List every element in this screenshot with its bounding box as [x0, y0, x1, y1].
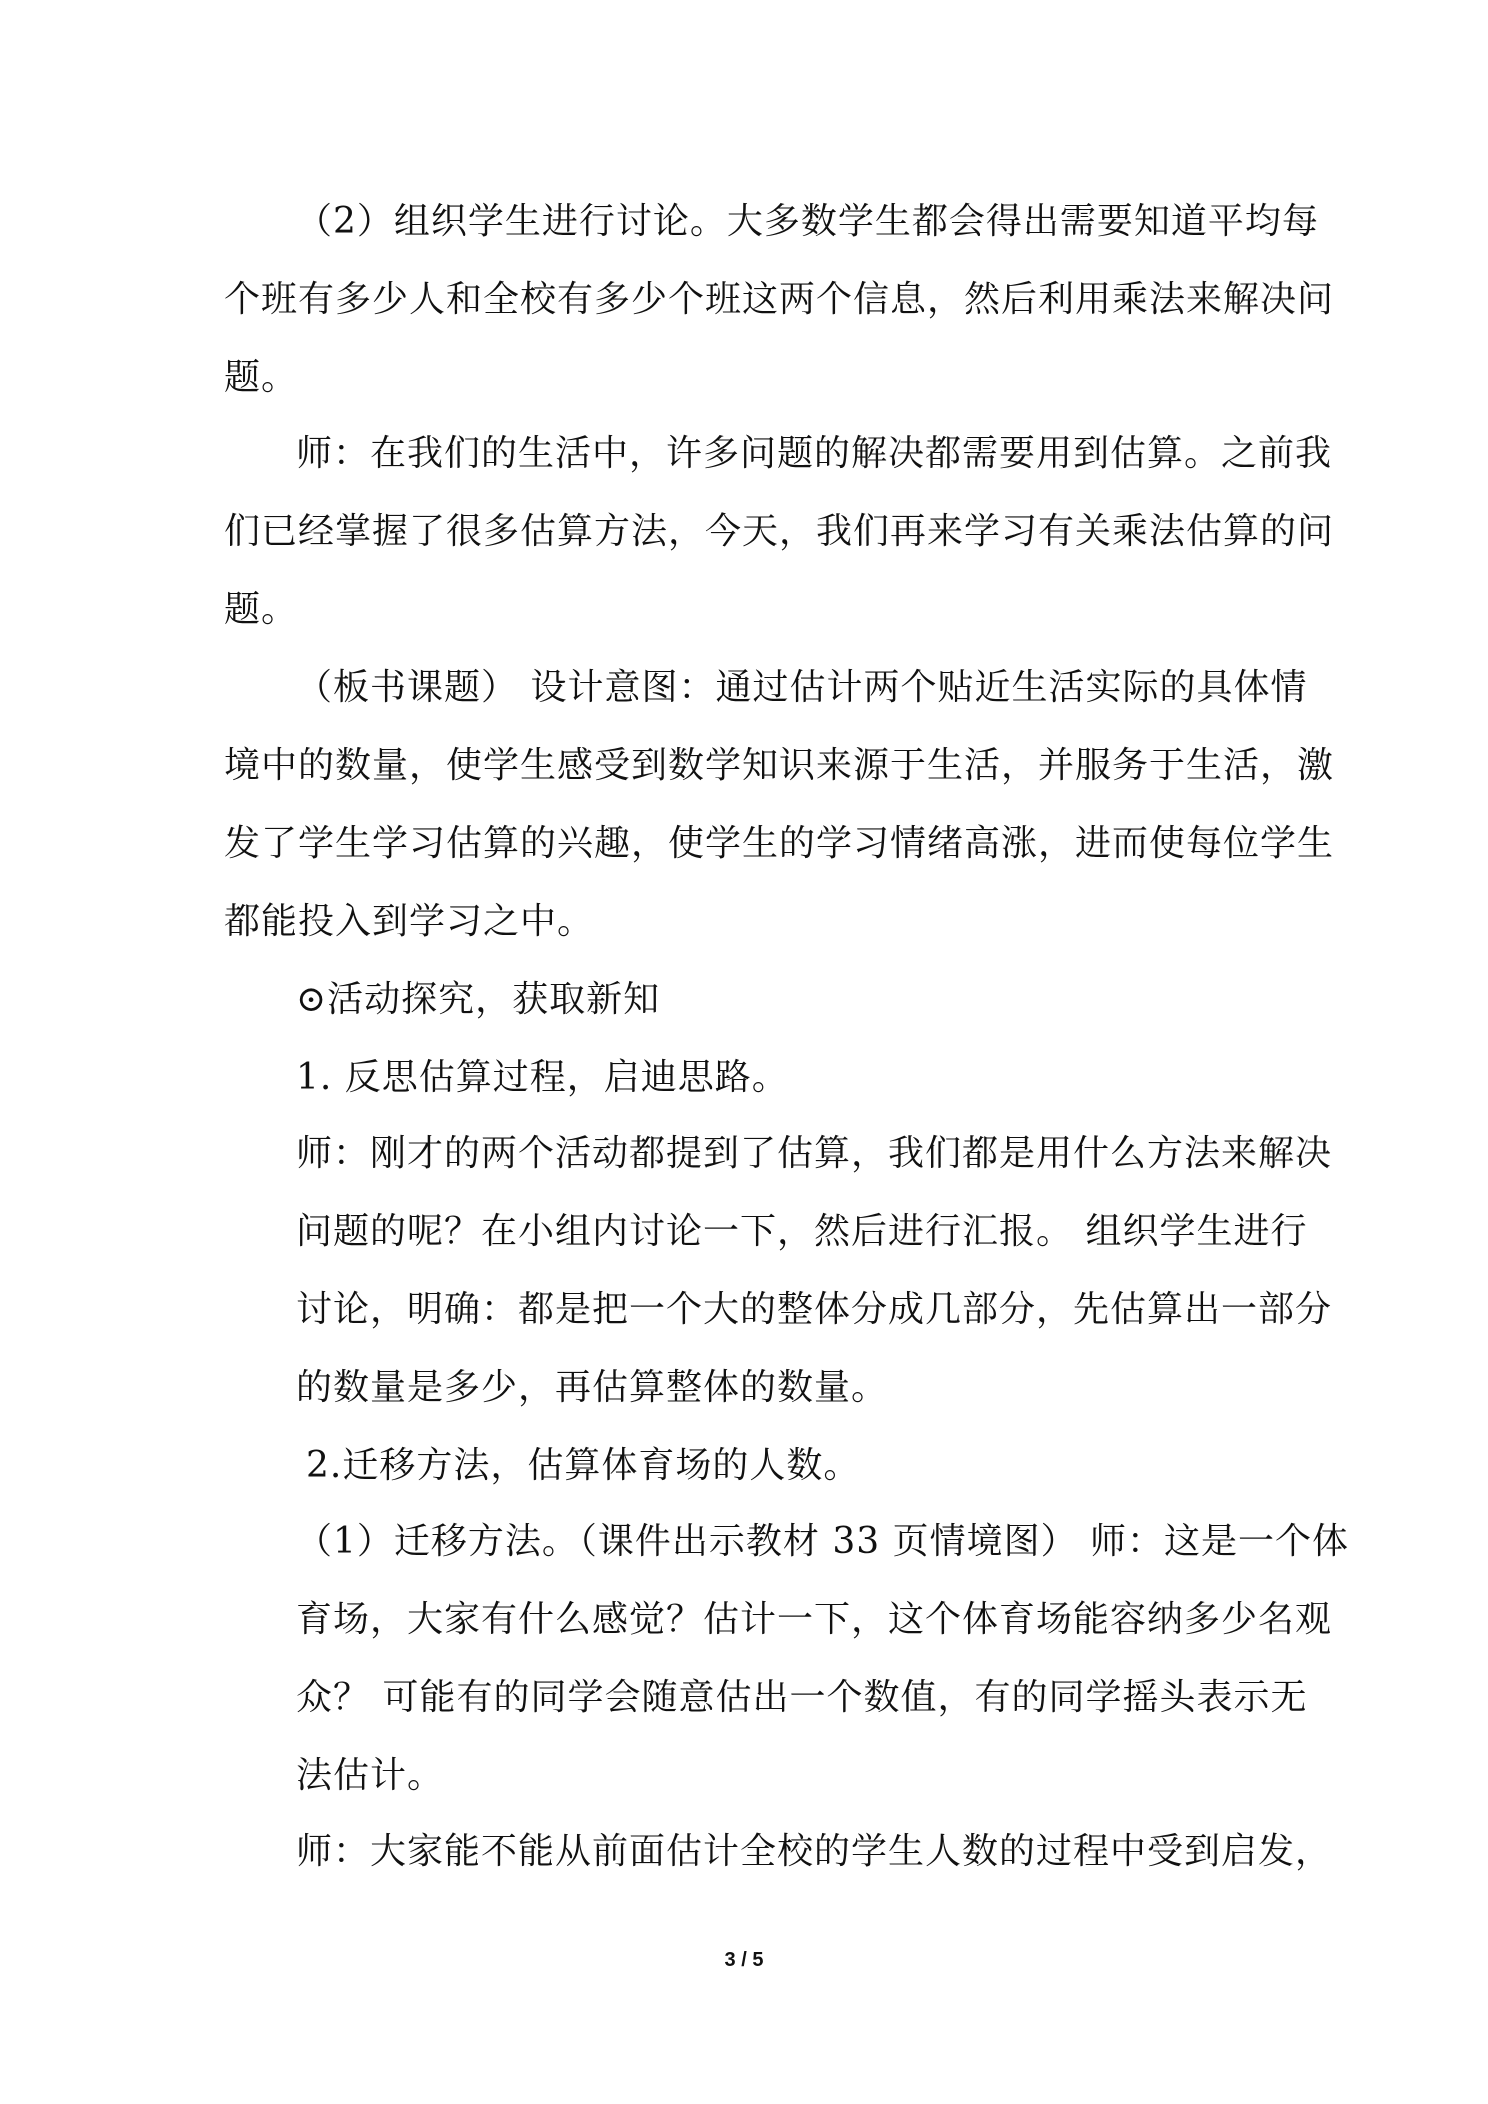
paragraph-line: 们已经掌握了很多估算方法，今天，我们再来学习有关乘法估算的问: [224, 511, 1335, 552]
paragraph-line: 法估计。: [296, 1755, 445, 1796]
paragraph-line: 众？ 可能有的同学会随意估出一个数值，有的同学摇头表示无: [296, 1677, 1308, 1718]
paragraph-line: （1）迁移方法。（课件出示教材 33 页情境图） 师：这是一个体: [296, 1521, 1350, 1562]
paragraph-line: 发了学生学习估算的兴趣，使学生的学习情绪高涨，进而使每位学生: [224, 823, 1335, 864]
paragraph-line: 题。: [224, 589, 299, 630]
list-item-heading: 1. 反思估算过程，启迪思路。: [296, 1057, 789, 1098]
paragraph-line: 境中的数量，使学生感受到数学知识来源于生活，并服务于生活，激: [224, 745, 1335, 786]
paragraph-line: 师：大家能不能从前面估计全校的学生人数的过程中受到启发，: [296, 1831, 1333, 1872]
paragraph-line: 问题的呢？在小组内讨论一下，然后进行汇报。 组织学生进行: [296, 1211, 1308, 1252]
paragraph-line: 的数量是多少，再估算整体的数量。: [296, 1367, 889, 1408]
paragraph-line: 题。: [224, 357, 299, 398]
paragraph-line: 师：在我们的生活中，许多问题的解决都需要用到估算。之前我: [296, 433, 1333, 474]
section-heading: ⊙活动探究，获取新知: [296, 979, 661, 1020]
paragraph-line: 都能投入到学习之中。: [224, 901, 595, 942]
paragraph-line: 育场，大家有什么感觉？估计一下，这个体育场能容纳多少名观: [296, 1599, 1333, 1640]
paragraph-line: 个班有多少人和全校有多少个班这两个信息，然后利用乘法来解决问: [224, 279, 1335, 320]
paragraph-line: （板书课题） 设计意图：通过估计两个贴近生活实际的具体情: [296, 667, 1308, 708]
paragraph-line: 讨论，明确：都是把一个大的整体分成几部分，先估算出一部分: [296, 1289, 1333, 1330]
list-item-heading: 2.迁移方法，估算体育场的人数。: [306, 1445, 861, 1486]
page-number: 3 / 5: [724, 1949, 764, 1971]
paragraph-line: （2）组织学生进行讨论。大多数学生都会得出需要知道平均每: [296, 201, 1319, 242]
paragraph-line: 师：刚才的两个活动都提到了估算，我们都是用什么方法来解决: [296, 1133, 1333, 1174]
